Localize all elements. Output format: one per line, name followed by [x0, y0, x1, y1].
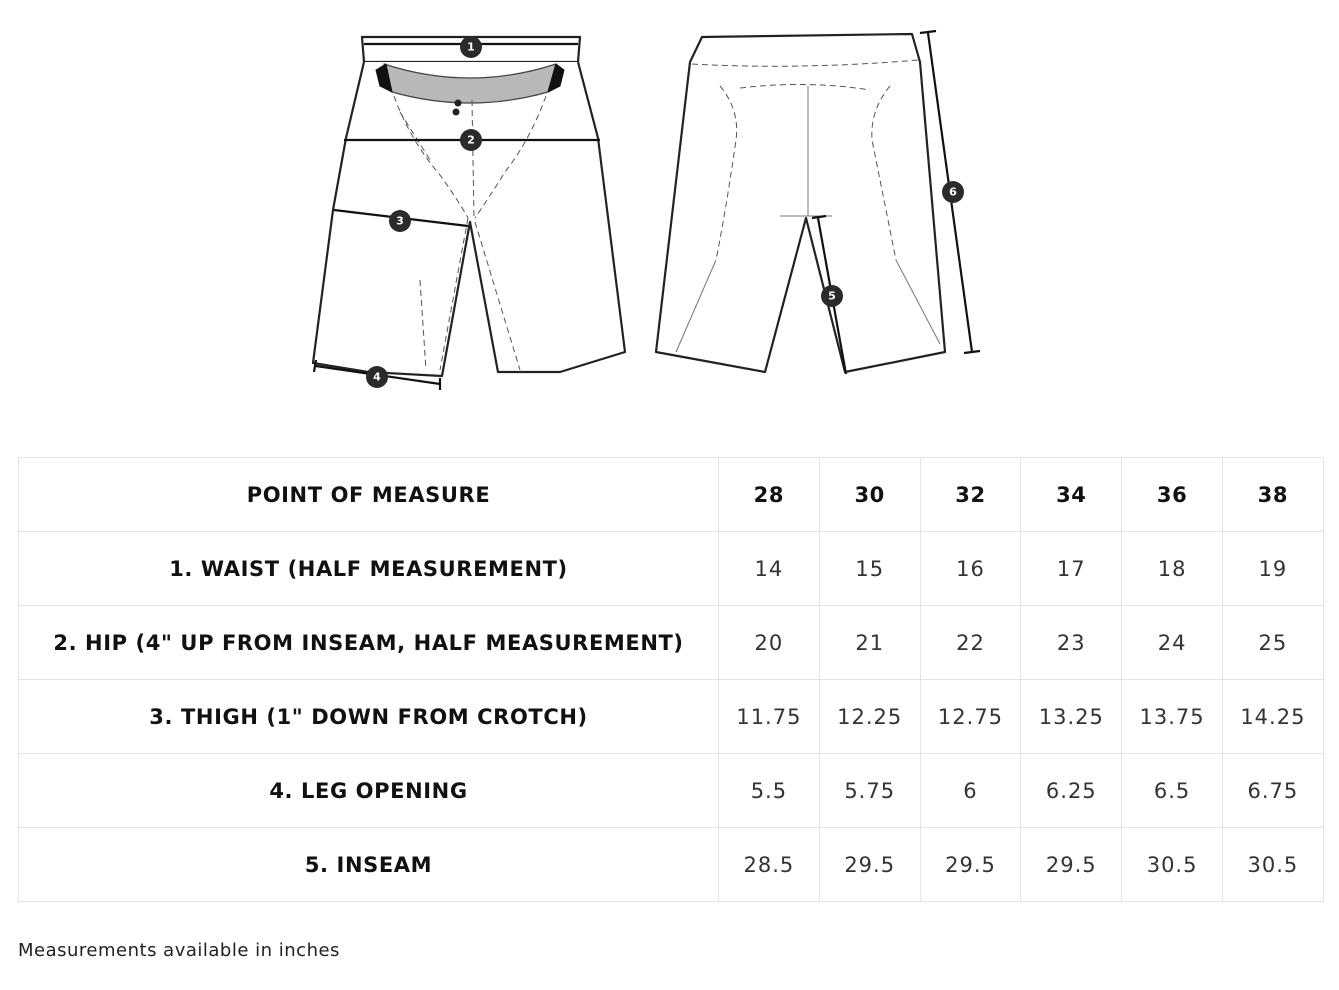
- header-size-36: 36: [1122, 458, 1223, 532]
- cell-value: 16: [920, 532, 1021, 606]
- row-label-inseam: 5. INSEAM: [19, 828, 719, 902]
- cell-value: 5.75: [819, 754, 920, 828]
- cell-value: 14.25: [1222, 680, 1323, 754]
- cell-value: 24: [1122, 606, 1223, 680]
- cell-value: 30.5: [1122, 828, 1223, 902]
- svg-text:4: 4: [373, 370, 381, 384]
- svg-text:1: 1: [467, 40, 475, 54]
- marker-2: [460, 129, 482, 151]
- svg-text:6: 6: [949, 185, 957, 199]
- cell-value: 29.5: [819, 828, 920, 902]
- table-row: [19, 606, 1324, 680]
- row-label-leg-opening: 4. LEG OPENING: [19, 754, 719, 828]
- marker-6: [942, 181, 964, 203]
- header-size-34: 34: [1021, 458, 1122, 532]
- cell-value: 30.5: [1222, 828, 1323, 902]
- header-size-38: 38: [1222, 458, 1323, 532]
- row-label-hip: 2. HIP (4" UP FROM INSEAM, HALF MEASUREMENT): [19, 606, 719, 680]
- cell-value: 28.5: [719, 828, 820, 902]
- cell-value: 19: [1222, 532, 1323, 606]
- marker-4: [366, 366, 388, 388]
- row-label-waist: 1. WAIST (HALF MEASUREMENT): [19, 532, 719, 606]
- cell-value: 12.75: [920, 680, 1021, 754]
- cell-value: 15: [819, 532, 920, 606]
- shorts-front-view: [313, 37, 625, 376]
- cell-value: 6: [920, 754, 1021, 828]
- cell-value: 29.5: [920, 828, 1021, 902]
- cell-value: 18: [1122, 532, 1223, 606]
- svg-text:3: 3: [396, 214, 404, 228]
- header-size-28: 28: [719, 458, 820, 532]
- shorts-measurement-diagram: [0, 0, 1339, 420]
- table-header-row: [19, 458, 1324, 532]
- table-row: [19, 754, 1324, 828]
- table-row: [19, 532, 1324, 606]
- marker-3: [389, 210, 411, 232]
- cell-value: 20: [719, 606, 820, 680]
- row-label-thigh: 3. THIGH (1" DOWN FROM CROTCH): [19, 680, 719, 754]
- shorts-diagram-svg: [0, 0, 1339, 420]
- header-size-32: 32: [920, 458, 1021, 532]
- cell-value: 13.75: [1122, 680, 1223, 754]
- header-point-of-measure: POINT OF MEASURE: [19, 458, 719, 532]
- cell-value: 21: [819, 606, 920, 680]
- svg-text:5: 5: [828, 289, 836, 303]
- marker-5: [821, 285, 843, 307]
- cell-value: 14: [719, 532, 820, 606]
- table-row: [19, 828, 1324, 902]
- cell-value: 12.25: [819, 680, 920, 754]
- measurement-unit-note: Measurements available in inches: [18, 940, 340, 961]
- cell-value: 25: [1222, 606, 1323, 680]
- cell-value: 6.75: [1222, 754, 1323, 828]
- cell-value: 13.25: [1021, 680, 1122, 754]
- cell-value: 22: [920, 606, 1021, 680]
- cell-value: 6.25: [1021, 754, 1122, 828]
- svg-text:2: 2: [467, 133, 475, 147]
- cell-value: 17: [1021, 532, 1122, 606]
- cell-value: 29.5: [1021, 828, 1122, 902]
- marker-1: [460, 36, 482, 58]
- cell-value: 23: [1021, 606, 1122, 680]
- header-size-30: 30: [819, 458, 920, 532]
- table-row: [19, 680, 1324, 754]
- size-chart-table: [18, 457, 1324, 902]
- cell-value: 6.5: [1122, 754, 1223, 828]
- cell-value: 11.75: [719, 680, 820, 754]
- cell-value: 5.5: [719, 754, 820, 828]
